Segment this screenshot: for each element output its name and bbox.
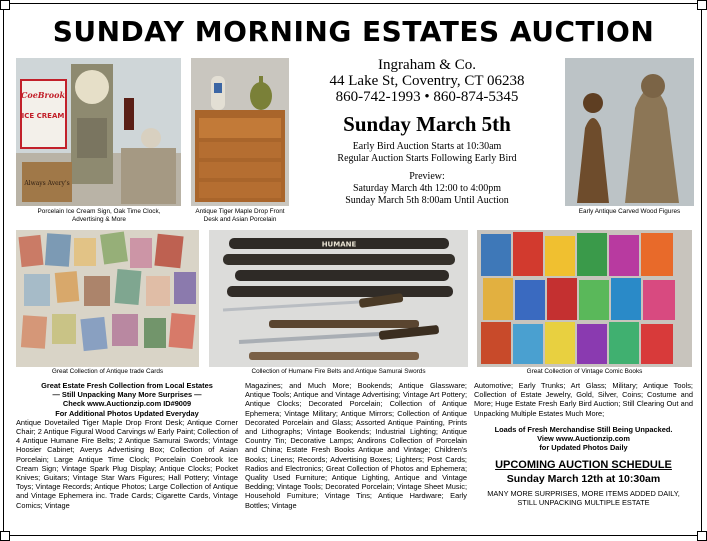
auction-info bbox=[296, 57, 558, 207]
company-phones: 860-742-1993 • 860-874-5345 bbox=[335, 89, 519, 105]
caption-comics: Great Collection of Vintage Comic Books bbox=[526, 368, 643, 375]
border-corner bbox=[0, 531, 10, 541]
col1-heading-3: Check www.Auctionzip.com ID#9009 bbox=[62, 399, 192, 409]
sign-brand-text: CoeBrook bbox=[21, 90, 65, 100]
caption-swords: Collection of Humane Fire Belts and Antique Samurai Swords bbox=[251, 368, 426, 375]
early-bird-time: Early Bird Auction Starts at 10:30am bbox=[352, 141, 502, 152]
col1-heading-2: — Still Unpacking Many More Surprises — bbox=[52, 390, 202, 400]
footer-line-1: MANY MORE SURPRISES, MORE ITEMS ADDED DAILY, bbox=[487, 488, 680, 498]
belt-text: HUMANE bbox=[321, 240, 357, 249]
photo-trade-cards bbox=[16, 230, 199, 367]
caption-desk: Antique Tiger Maple Drop Front Desk and Asian Porcelain bbox=[195, 208, 285, 223]
auction-title: SUNDAY MORNING ESTATES AUCTION bbox=[52, 15, 655, 48]
loads-line-3: for Updated Photos Daily bbox=[539, 443, 628, 453]
photo-tiger-maple-desk bbox=[191, 58, 289, 206]
loads-line-1: Loads of Fresh Merchandise Still Being Unpacked. bbox=[494, 424, 673, 434]
border-corner bbox=[697, 0, 707, 10]
col3-body: Automotive; Early Trunks; Art Glass; Military; Antique Tools; Collection of Estate Jewelry, Gold, Silver, Coins; Costume and More; Huge Estate Fresh Early Bird Auction; Still Clearing Out and Unpacking Multiple Estates Much More; bbox=[474, 381, 693, 418]
col1-body: Antique Dovetailed Tiger Maple Drop Front Desk; Antique Corner Chair; 2 Antique Figural Wood Carvings w/ Early Paint; Collection of 4 Antique Humane Fire Belts; 2 Antique Samurai Swords; Vintage Hoosier Cabinet; Averys Advertising Box; Collection of Asian Porcelain; Large Antique Time Clock; Porcelain Coebrook Ice Cream Sign; Vintage Spark Plug Display; Antique Clocks; Pocket Knives; Guitars; Vintage Star Wars Figures; Hall Pottery; Vintage Toys; Vintage Records; Antique Photos; Large Collection of Antique and Vintage Ephemera inc. Trade Cards; Cigarette Cards, Vintage Comics; Vintage bbox=[16, 417, 238, 510]
border-corner bbox=[697, 531, 707, 541]
photo-ice-cream-sign bbox=[16, 58, 181, 206]
preview-label: Preview: bbox=[409, 171, 445, 182]
preview-sunday: Sunday March 5th 8:00am Until Auction bbox=[345, 195, 509, 206]
schedule-date: Sunday March 12th at 10:30am bbox=[506, 472, 661, 485]
sign-main-text: ICE CREAM bbox=[21, 112, 65, 120]
schedule-title: UPCOMING AUCTION SCHEDULE bbox=[495, 459, 672, 472]
border-corner bbox=[0, 0, 10, 10]
photo-swords-belts bbox=[209, 230, 468, 367]
text-column-2 bbox=[245, 381, 467, 510]
footer-line-2: STILL UNPACKING MULTIPLE ESTATE bbox=[517, 498, 650, 508]
caption-sign: Porcelain Ice Cream Sign, Oak Time Clock, Advertising & More bbox=[37, 208, 161, 223]
auction-date: Sunday March 5th bbox=[343, 112, 511, 136]
col1-heading-4: For Additional Photos Updated Everyday bbox=[55, 408, 199, 418]
photo-carved-figures bbox=[565, 58, 694, 206]
col1-heading-1: Great Estate Fresh Collection from Local Estates bbox=[41, 381, 213, 390]
col2-body: Magazines; and Much More; Bookends; Antique Glassware; Antique Tools; Antique and Vintage Advertising; Vintage Art Pottery; Antique Clocks; Decorated Porcelain; Collection of Antique Ephemera; Vintage Military; Antique Mirrors; Collection of Antique Decorated Porcelain and Glass; Assorted Antique Painting, Prints and Lithographs; Vintage Bookends; Industrial Lighting; Antique Country Tin; Decorative Lamps; Andirons Collection of Porcelain and China; Estate Fresh Books Antique and Vintage; Children's Books; Linens; Records; Advertising Boxes; Lighters; Post Cards; Radios and Electronics; Great Collection of Photos and Ephemera; Quality Used Furniture; Antique Lighting, Antique and Vintage Bedding; Vintage Tools; Decorated Porcelain; Vintage Sheet Music; Household Furniture; Vintage Tins; Antique Hardware; Early Bottles; Vintage bbox=[245, 381, 467, 510]
box-text: Always Avery's bbox=[24, 180, 70, 187]
photo-comic-books bbox=[477, 230, 692, 367]
preview-saturday: Saturday March 4th 12:00 to 4:00pm bbox=[352, 183, 502, 194]
company-address: 44 Lake St, Coventry, CT 06238 bbox=[329, 73, 525, 89]
text-column-3 bbox=[474, 381, 693, 507]
text-column-1 bbox=[16, 381, 238, 510]
caption-figures: Early Antique Carved Wood Figures bbox=[578, 208, 681, 215]
company-name: Ingraham & Co. bbox=[378, 57, 476, 73]
regular-time: Regular Auction Starts Following Early Bird bbox=[337, 153, 517, 164]
caption-cards: Great Collection of Antique trade Cards bbox=[51, 368, 164, 375]
loads-line-2: View www.Auctionzip.com bbox=[537, 434, 630, 444]
